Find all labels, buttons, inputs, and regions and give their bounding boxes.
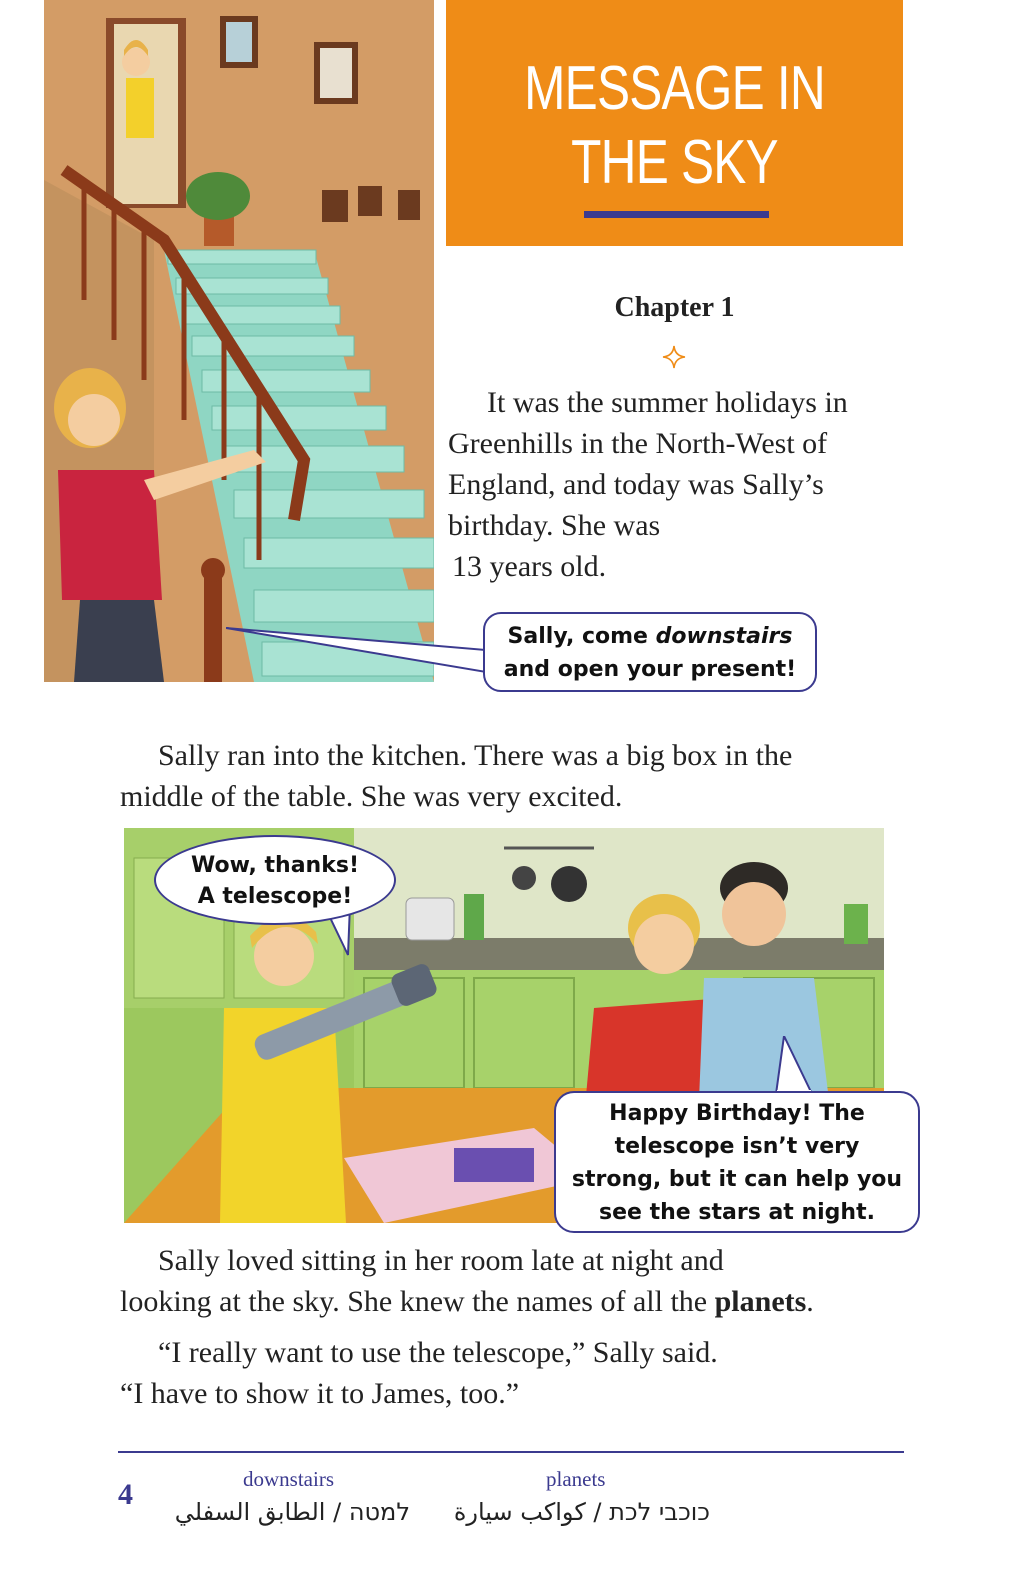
bubble-line: and open your present! — [503, 657, 797, 682]
bubble-line: telescope isn’t very — [614, 1134, 860, 1159]
kitchen-line: middle of the table. She was very excited. — [120, 780, 623, 813]
title-line-1: MESSAGE IN — [524, 54, 825, 123]
sky-paragraph — [120, 1240, 814, 1322]
intro-line: England, and today was Sally’s — [448, 468, 824, 501]
bubble-tail — [772, 1036, 818, 1096]
quote-line: “I really want to use the telescope,” Sally said. — [158, 1336, 718, 1369]
sky-text: . — [806, 1285, 814, 1318]
intro-line: It was the summer holidays in — [487, 386, 848, 419]
parents-speech-bubble — [554, 1091, 920, 1233]
story-title — [492, 52, 858, 200]
kitchen-paragraph — [120, 735, 792, 817]
bubble-line: A telescope! — [197, 884, 353, 909]
bubble-tail — [226, 620, 488, 684]
sparkle-icon — [662, 345, 686, 369]
intro-line: birthday. She was — [448, 509, 661, 542]
glossary-translation: למטה / الطابق السفلي — [174, 1498, 410, 1526]
intro-paragraph — [448, 382, 848, 587]
bubble-emphasis: downstairs — [655, 624, 793, 649]
page-number: 4 — [118, 1478, 133, 1511]
bubble-line: strong, but it can help you — [571, 1167, 903, 1192]
title-banner — [446, 0, 903, 246]
quote-paragraph — [120, 1332, 718, 1414]
bubble-text: Sally, come — [507, 624, 656, 649]
intro-line: 13 years old. — [452, 550, 607, 583]
footer-divider — [118, 1451, 904, 1453]
glossary-word: planets — [546, 1467, 606, 1491]
sky-text: looking at the sky. She knew the names of all the — [120, 1285, 715, 1318]
bubble-line: see the stars at night. — [599, 1200, 875, 1225]
intro-line: Greenhills in the North-West of — [448, 427, 828, 460]
glossary-word-planets: planets — [714, 1285, 807, 1318]
glossary-translation: כוכבי לכת / كواكب سيارة — [453, 1498, 710, 1526]
bubble-line: Wow, thanks! — [191, 853, 359, 878]
staircase-illustration — [44, 0, 434, 682]
bubble-line: Happy Birthday! The — [609, 1101, 865, 1126]
bubble-line — [485, 620, 815, 653]
sky-line: Sally loved sitting in her room late at night and — [158, 1244, 724, 1277]
sally-speech-bubble — [154, 835, 396, 925]
quote-line: “I have to show it to James, too.” — [120, 1377, 520, 1410]
mom-speech-bubble — [483, 612, 817, 692]
glossary-word: downstairs — [243, 1467, 334, 1491]
title-line-2: THE SKY — [571, 128, 778, 197]
kitchen-line: Sally ran into the kitchen. There was a big box in the — [158, 739, 793, 772]
sky-line — [120, 1281, 814, 1322]
chapter-heading: Chapter 1 — [614, 292, 735, 323]
title-underline — [584, 211, 769, 218]
